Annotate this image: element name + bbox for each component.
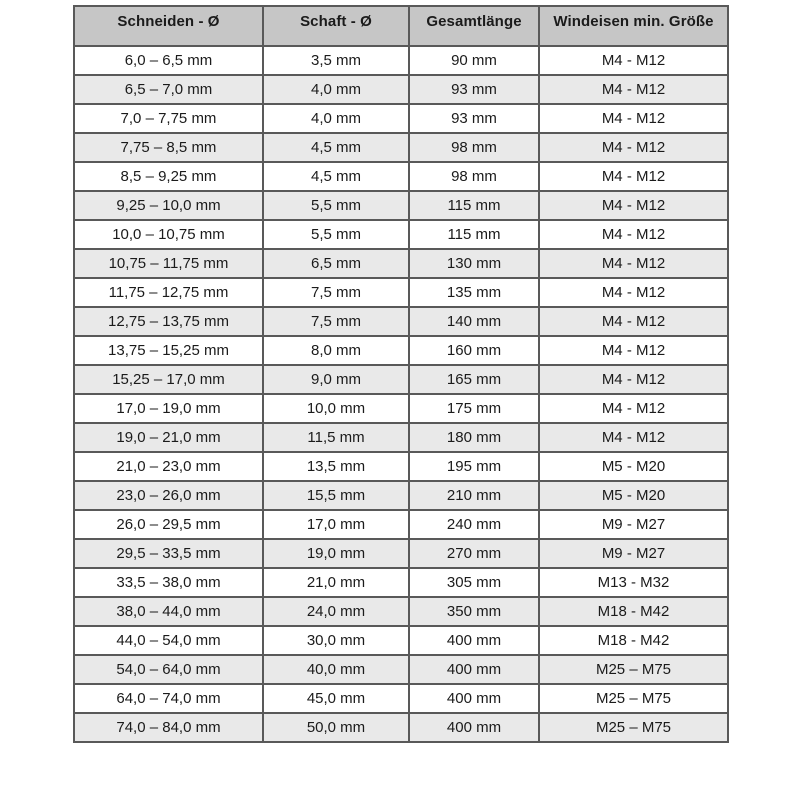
table-cell: 240 mm bbox=[409, 510, 539, 539]
table-cell: M4 - M12 bbox=[539, 46, 728, 75]
table-cell: 140 mm bbox=[409, 307, 539, 336]
table-cell: 7,0 – 7,75 mm bbox=[74, 104, 263, 133]
table-row bbox=[74, 394, 728, 423]
table-cell: 15,25 – 17,0 mm bbox=[74, 365, 263, 394]
table-row bbox=[74, 655, 728, 684]
table-cell: 8,0 mm bbox=[263, 336, 409, 365]
drill-tap-size-table bbox=[73, 5, 729, 743]
table-cell: 17,0 mm bbox=[263, 510, 409, 539]
table-cell: 13,75 – 15,25 mm bbox=[74, 336, 263, 365]
table-cell: 270 mm bbox=[409, 539, 539, 568]
table-cell: M4 - M12 bbox=[539, 307, 728, 336]
table-cell: 12,75 – 13,75 mm bbox=[74, 307, 263, 336]
table-cell: 21,0 mm bbox=[263, 568, 409, 597]
table-cell: M4 - M12 bbox=[539, 394, 728, 423]
table-cell: 9,25 – 10,0 mm bbox=[74, 191, 263, 220]
table-cell: 400 mm bbox=[409, 713, 539, 742]
table-row bbox=[74, 713, 728, 742]
table-cell: 33,5 – 38,0 mm bbox=[74, 568, 263, 597]
table-cell: 6,5 mm bbox=[263, 249, 409, 278]
table-cell: 8,5 – 9,25 mm bbox=[74, 162, 263, 191]
table-cell: 135 mm bbox=[409, 278, 539, 307]
table-cell: 10,0 mm bbox=[263, 394, 409, 423]
table-cell: 350 mm bbox=[409, 597, 539, 626]
table-row bbox=[74, 481, 728, 510]
table-cell: M4 - M12 bbox=[539, 191, 728, 220]
table-cell: 93 mm bbox=[409, 104, 539, 133]
table-cell: M4 - M12 bbox=[539, 365, 728, 394]
table-cell: M4 - M12 bbox=[539, 162, 728, 191]
table-cell: 130 mm bbox=[409, 249, 539, 278]
table-cell: M4 - M12 bbox=[539, 423, 728, 452]
table-cell: M5 - M20 bbox=[539, 452, 728, 481]
table-cell: M25 – M75 bbox=[539, 684, 728, 713]
table-cell: 21,0 – 23,0 mm bbox=[74, 452, 263, 481]
table-cell: 9,0 mm bbox=[263, 365, 409, 394]
table-row bbox=[74, 452, 728, 481]
table-cell: 400 mm bbox=[409, 684, 539, 713]
table-cell: M25 – M75 bbox=[539, 655, 728, 684]
table-cell: M13 - M32 bbox=[539, 568, 728, 597]
column-header-schneiden-durchmesser: Schneiden - Ø bbox=[74, 6, 263, 46]
table-cell: 17,0 – 19,0 mm bbox=[74, 394, 263, 423]
table-row bbox=[74, 162, 728, 191]
table-cell: 54,0 – 64,0 mm bbox=[74, 655, 263, 684]
table-cell: 50,0 mm bbox=[263, 713, 409, 742]
column-header-schaft-durchmesser: Schaft - Ø bbox=[263, 6, 409, 46]
table-cell: M4 - M12 bbox=[539, 249, 728, 278]
table-row bbox=[74, 104, 728, 133]
table-body bbox=[74, 46, 728, 742]
table-cell: M4 - M12 bbox=[539, 220, 728, 249]
table-cell: M9 - M27 bbox=[539, 539, 728, 568]
table-header bbox=[74, 6, 728, 46]
table-cell: 115 mm bbox=[409, 220, 539, 249]
table-row bbox=[74, 191, 728, 220]
table-cell: M4 - M12 bbox=[539, 75, 728, 104]
table-row bbox=[74, 568, 728, 597]
table-row bbox=[74, 46, 728, 75]
table-cell: 11,5 mm bbox=[263, 423, 409, 452]
table-cell: 44,0 – 54,0 mm bbox=[74, 626, 263, 655]
table-cell: 26,0 – 29,5 mm bbox=[74, 510, 263, 539]
table-row bbox=[74, 510, 728, 539]
table-cell: 115 mm bbox=[409, 191, 539, 220]
table-header-row bbox=[74, 6, 728, 46]
table-cell: 160 mm bbox=[409, 336, 539, 365]
table-row bbox=[74, 365, 728, 394]
table-row bbox=[74, 423, 728, 452]
table-cell: 7,5 mm bbox=[263, 307, 409, 336]
table-row bbox=[74, 307, 728, 336]
table-cell: 210 mm bbox=[409, 481, 539, 510]
table-cell: 4,5 mm bbox=[263, 162, 409, 191]
table-cell: M5 - M20 bbox=[539, 481, 728, 510]
table-cell: 19,0 – 21,0 mm bbox=[74, 423, 263, 452]
document-page bbox=[73, 5, 727, 743]
table-row bbox=[74, 684, 728, 713]
table-cell: 4,0 mm bbox=[263, 104, 409, 133]
table-cell: M4 - M12 bbox=[539, 336, 728, 365]
table-cell: 13,5 mm bbox=[263, 452, 409, 481]
table-cell: 11,75 – 12,75 mm bbox=[74, 278, 263, 307]
table-cell: M18 - M42 bbox=[539, 597, 728, 626]
table-cell: M4 - M12 bbox=[539, 104, 728, 133]
table-cell: 305 mm bbox=[409, 568, 539, 597]
table-cell: 400 mm bbox=[409, 655, 539, 684]
table-cell: 195 mm bbox=[409, 452, 539, 481]
table-cell: 90 mm bbox=[409, 46, 539, 75]
table-row bbox=[74, 220, 728, 249]
table-cell: 175 mm bbox=[409, 394, 539, 423]
table-cell: 38,0 – 44,0 mm bbox=[74, 597, 263, 626]
table-row bbox=[74, 336, 728, 365]
table-row bbox=[74, 597, 728, 626]
table-cell: M18 - M42 bbox=[539, 626, 728, 655]
table-cell: M25 – M75 bbox=[539, 713, 728, 742]
column-header-gesamtlaenge: Gesamtlänge bbox=[409, 6, 539, 46]
table-cell: 40,0 mm bbox=[263, 655, 409, 684]
table-cell: M4 - M12 bbox=[539, 278, 728, 307]
table-cell: 4,5 mm bbox=[263, 133, 409, 162]
table-cell: 24,0 mm bbox=[263, 597, 409, 626]
table-cell: 3,5 mm bbox=[263, 46, 409, 75]
table-cell: 5,5 mm bbox=[263, 220, 409, 249]
table-row bbox=[74, 278, 728, 307]
table-cell: 19,0 mm bbox=[263, 539, 409, 568]
table-cell: 74,0 – 84,0 mm bbox=[74, 713, 263, 742]
table-cell: 5,5 mm bbox=[263, 191, 409, 220]
table-cell: 15,5 mm bbox=[263, 481, 409, 510]
table-cell: 98 mm bbox=[409, 133, 539, 162]
table-cell: 7,75 – 8,5 mm bbox=[74, 133, 263, 162]
table-cell: 93 mm bbox=[409, 75, 539, 104]
table-cell: 7,5 mm bbox=[263, 278, 409, 307]
table-cell: 29,5 – 33,5 mm bbox=[74, 539, 263, 568]
table-cell: 4,0 mm bbox=[263, 75, 409, 104]
table-cell: 400 mm bbox=[409, 626, 539, 655]
table-cell: 10,75 – 11,75 mm bbox=[74, 249, 263, 278]
table-cell: 6,0 – 6,5 mm bbox=[74, 46, 263, 75]
table-cell: 23,0 – 26,0 mm bbox=[74, 481, 263, 510]
table-cell: 98 mm bbox=[409, 162, 539, 191]
table-cell: 180 mm bbox=[409, 423, 539, 452]
table-cell: 45,0 mm bbox=[263, 684, 409, 713]
table-cell: 10,0 – 10,75 mm bbox=[74, 220, 263, 249]
table-row bbox=[74, 133, 728, 162]
table-cell: 6,5 – 7,0 mm bbox=[74, 75, 263, 104]
table-cell: 165 mm bbox=[409, 365, 539, 394]
table-cell: 64,0 – 74,0 mm bbox=[74, 684, 263, 713]
column-header-windeisen-groesse: Windeisen min. Größe bbox=[539, 6, 728, 46]
table-cell: M4 - M12 bbox=[539, 133, 728, 162]
table-cell: M9 - M27 bbox=[539, 510, 728, 539]
table-row bbox=[74, 249, 728, 278]
table-row bbox=[74, 539, 728, 568]
table-cell: 30,0 mm bbox=[263, 626, 409, 655]
table-row bbox=[74, 626, 728, 655]
table-row bbox=[74, 75, 728, 104]
